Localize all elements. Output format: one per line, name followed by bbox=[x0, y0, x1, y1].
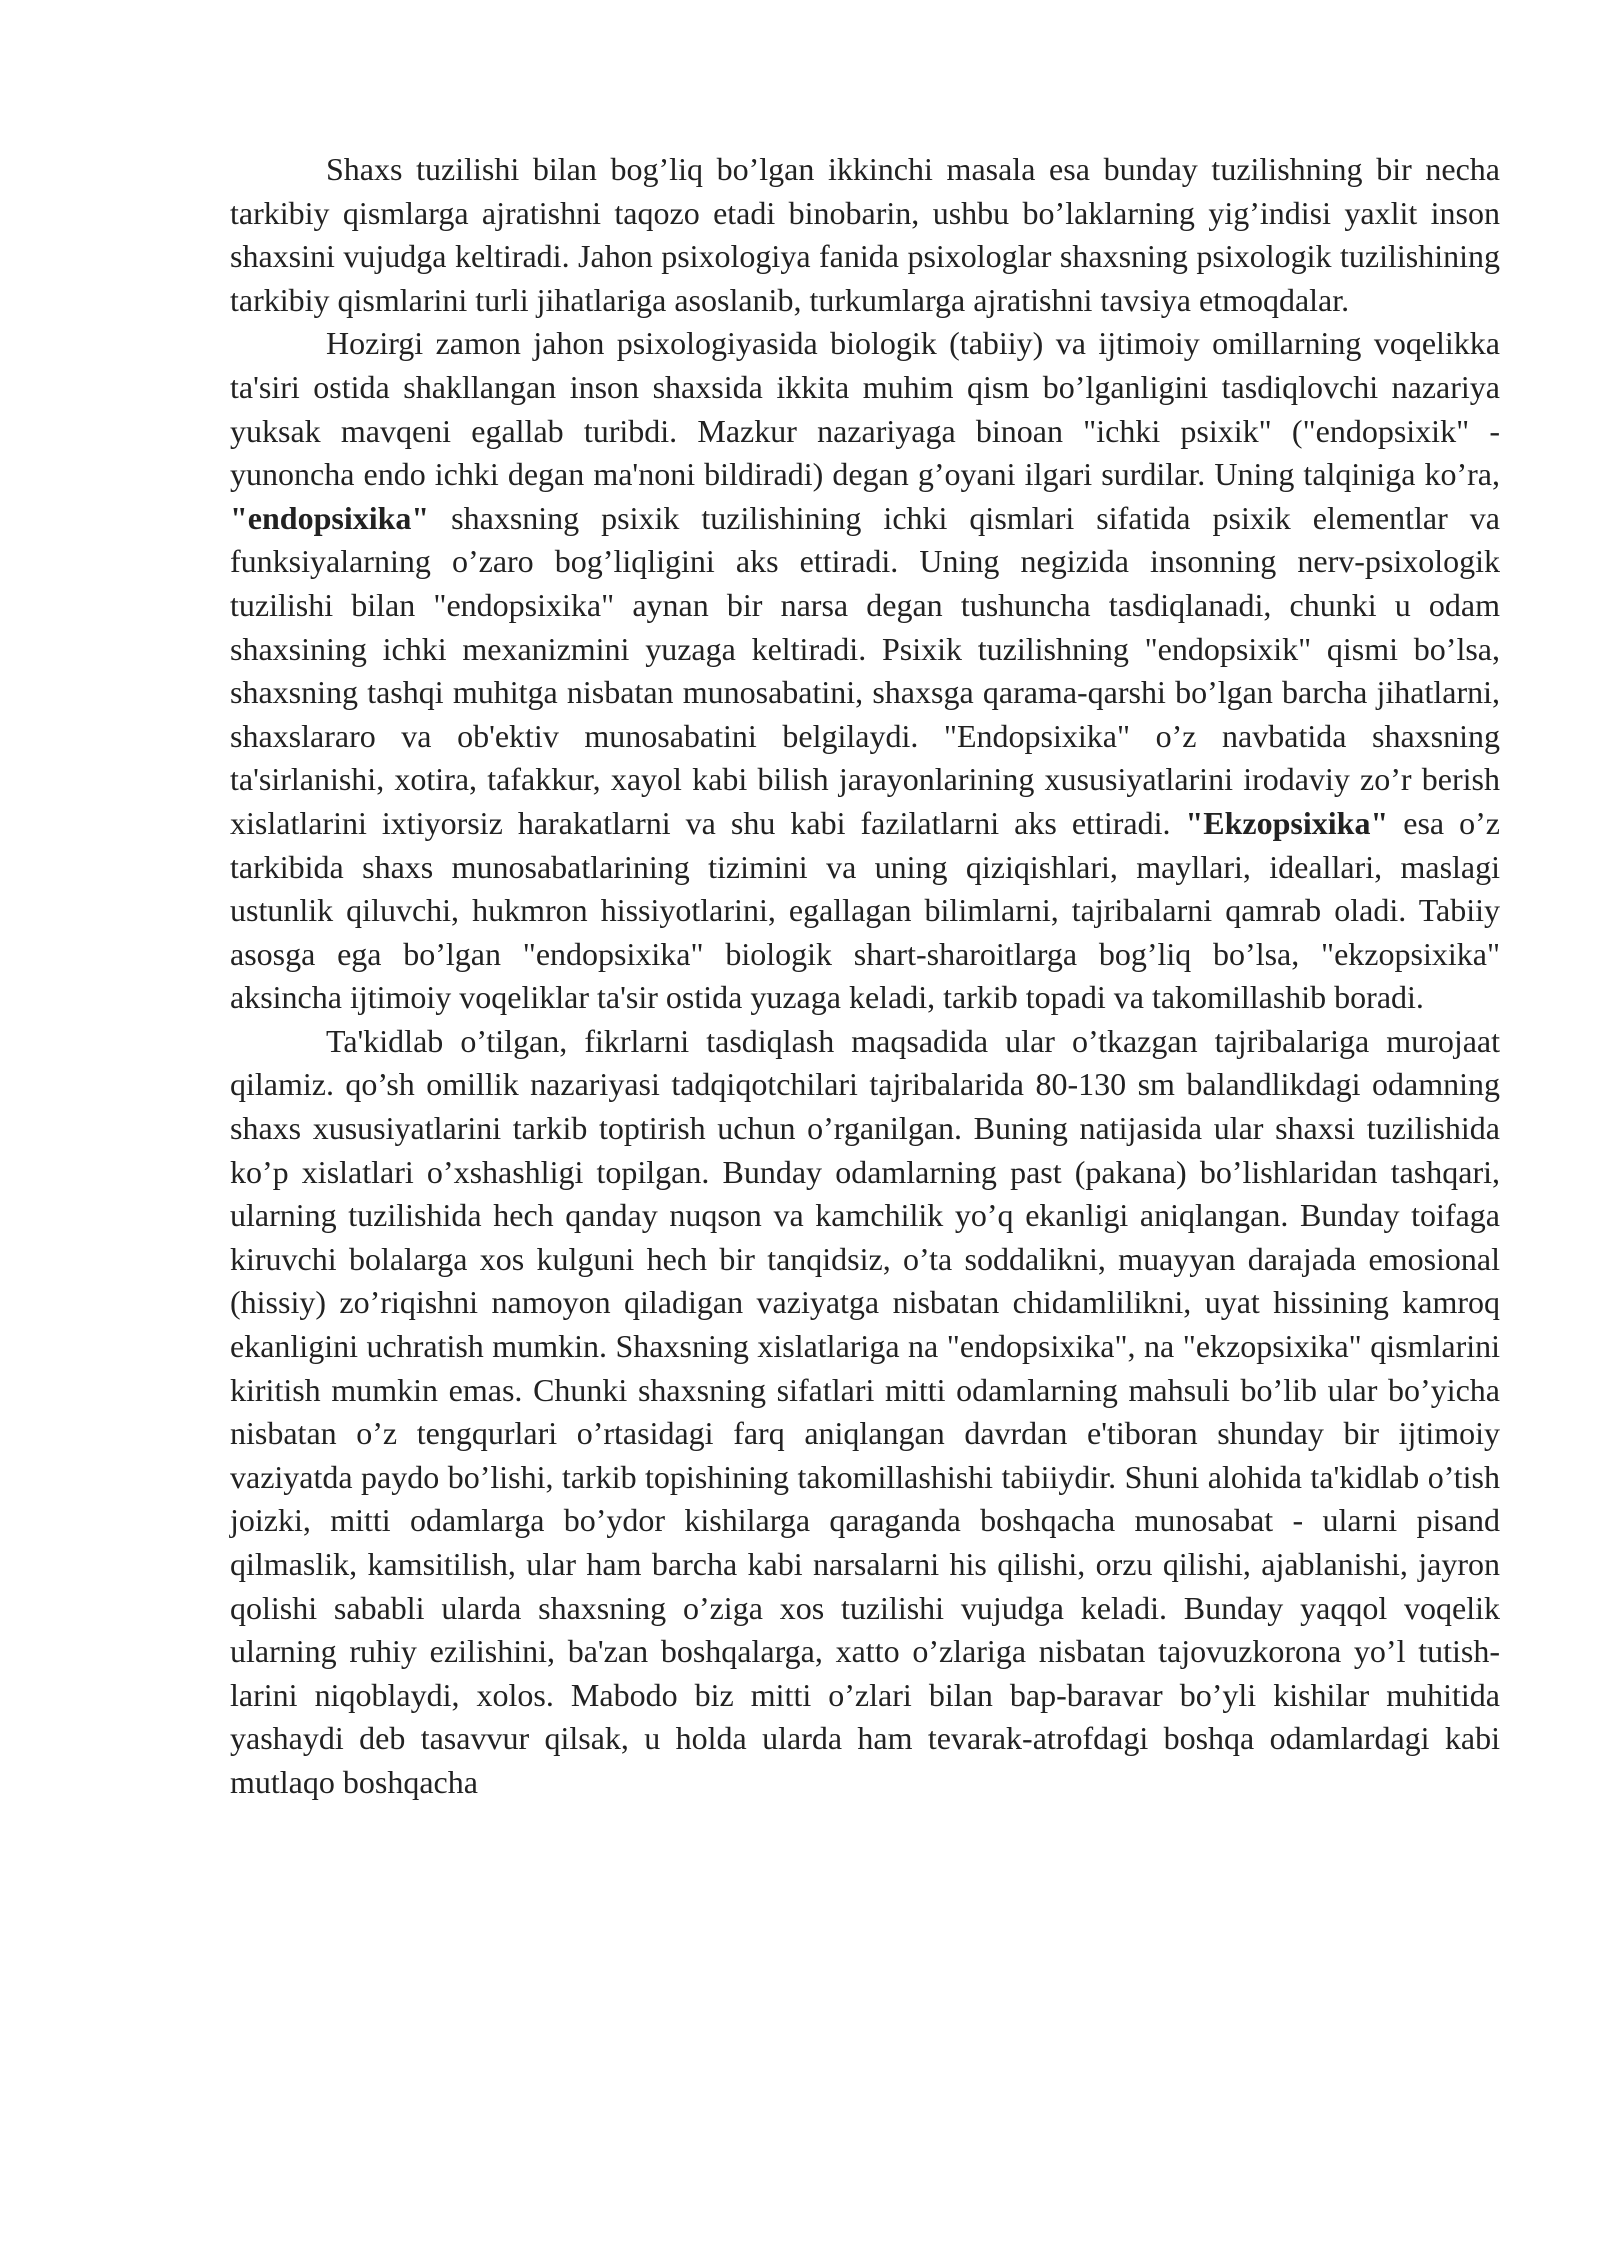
paragraph-experiments bbox=[230, 1020, 1500, 1805]
paragraph-text: Shaxs tuzilishi bilan bog’liq bo’lgan ikkinchi masala esa bunday tuzilishning bir necha tarkibiy qismlarga ajratishni taqozo etadi binobarin, ushbu bo’laklarning yig’indisi yaxlit inson shaxsini vujudga keltiradi. Jahon psixologiya fanida psixologlar shaxsning psixologik tuzilishining tarkibiy qismlarini turli jihatlariga asoslanib, turkumlarga ajratishni tavsiya etmoqdalar. bbox=[230, 151, 1500, 318]
paragraph-text: esa o’z tarkibida shaxs munosabatlarining tizimini va uning qiziqishlari, mayllari, ideallari, maslagi ustunlik qiluvchi, hukmron hissiyotlarini, egallagan bilimlarni, tajribalarni qamrab oladi. Tabiiy asosga ega bo’lgan "endopsixika" biologik shart-sharoitlarga bog’liq bo’lsa, "ekzopsixika" aksincha ijtimoiy voqeliklar ta'sir ostida yuzaga keladi, tarkib topadi va takomillashib boradi. bbox=[230, 804, 1501, 1016]
term-endopsixika: "endopsixika" bbox=[230, 499, 430, 536]
document-page bbox=[230, 148, 1500, 1805]
paragraph-endo-exo-theory bbox=[230, 322, 1500, 1020]
paragraph-text: shaxsning psixik tuzilishining ichki qismlari sifatida psixik elementlar va funksiyalarning o’zaro bog’liqligini aks ettiradi. Uning negizida insonning nerv-psixologik tuzilishi bilan "endopsixika" aynan bir narsa degan tushuncha tasdiqlanadi, chunki u odam shaxsining ichki mexanizmini yuzaga keltiradi. Psixik tuzilishning "endopsixik" qismi bo’lsa, shaxsning tashqi muhitga nisbatan munosabatini, shaxsga qarama-qarshi bo’lgan barcha jihatlarni, shaxslararo va ob'ektiv munosabatini belgilaydi. "Endopsixika" o’z navbatida shaxsning ta'sirlanishi, xotira, tafakkur, xayol kabi bilish jarayonlarining xususiyatlarini irodaviy zo’r berish xislatlarini ixtiyorsiz harakatlarni va shu kabi fazilatlarni aks ettiradi. bbox=[230, 499, 1500, 841]
term-ekzopsixika: "Ekzopsixika" bbox=[1185, 804, 1389, 841]
paragraph-text: Ta'kidlab o’tilgan, fikrlarni tasdiqlash maqsadida ular o’tkazgan tajribalariga murojaat qilamiz. qo’sh omillik nazariyasi tadqiqotchilari tajribalarida 80-130 sm balandlikdagi odamning shaxs xususiyatlarini tarkib toptirish uchun o’rganilgan. Buning natijasida ular shaxsi tuzilishida ko’p xislatlari o’xshashligi topilgan. Bunday odamlarning past (pakana) bo’lishlaridan tashqari, ularning tuzilishida hech qanday nuqson va kamchilik yo’q ekanligi aniqlangan. Bunday toifaga kiruvchi bolalarga xos kulguni hech bir tanqidsiz, o’ta soddalikni, muayyan darajada emosional (hissiy) zo’riqishni namoyon qiladigan vaziyatga nisbatan chidamlilikni, uyat hissining kamroq ekanligini uchratish mumkin. Shaxsning xislatlariga na "endopsixika", na "ekzopsixika" qismlarini kiritish mumkin emas. Chunki shaxsning sifatlari mitti odamlarning mahsuli bo’lib ular bo’yicha nisbatan o’z tengqurlari o’rtasidagi farq aniqlangan davrdan e'tiboran shunday bir ijtimoiy vaziyatda paydo bo’lishi, tarkib topishining takomillashishi tabiiydir. Shuni alohida ta'kidlab o’tish joizki, mitti odamlarga bo’ydor kishilarga qaraganda boshqacha munosabat - ularni pisand qilmaslik, kamsitilish, ular ham barcha kabi narsalarni his qilishi, orzu qilishi, ajablanishi, jayron qolishi sababli ularda shaxsning o’ziga xos tuzilishi vujudga keladi. Bunday yaqqol voqelik ularning ruhiy ezilishini, ba'zan boshqalarga, xatto o’zlariga nisbatan tajovuzkorona yo’l tutish-larini niqoblaydi, xolos. Mabodo biz mitti o’zlari bilan bap-baravar bo’yli kishilar muhitida yashaydi deb tasavvur qilsak, u holda ularda ham tevarak-atrofdagi boshqa odamlardagi kabi mutlaqo boshqacha bbox=[230, 1022, 1500, 1800]
paragraph-text: Hozirgi zamon jahon psixologiyasida biologik (tabiiy) va ijtimoiy omillarning voqelikka ta'siri ostida shakllangan inson shaxsida ikkita muhim qism bo’lganligini tasdiqlovchi nazariya yuksak mavqeni egallab turibdi. Mazkur nazariyaga binoan "ichki psixik" ("endopsixik" - yunoncha endo ichki degan ma'noni bildiradi) degan g’oyani ilgari surdilar. Uning talqiniga ko’ra, bbox=[230, 325, 1500, 493]
paragraph-structure-parts bbox=[230, 148, 1500, 322]
